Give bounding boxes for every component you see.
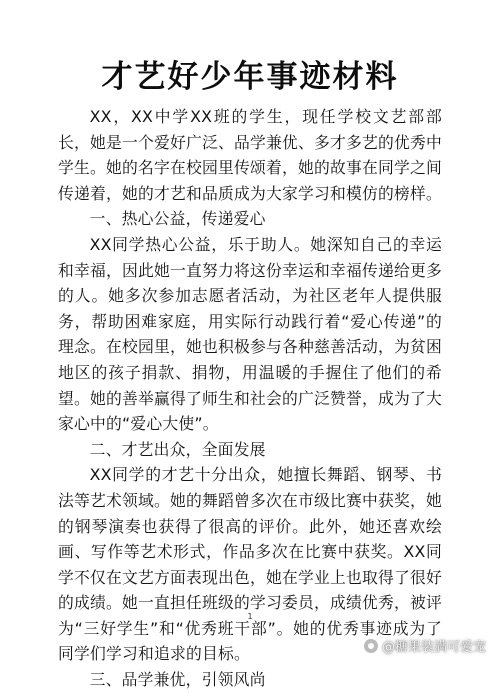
document-body xyxy=(58,104,442,693)
watermark-text: @糖果装满可爱宠 xyxy=(381,640,486,655)
paragraph-intro: XX，XX中学XX班的学生，现任学校文艺部部长，她是一个爱好广泛、品学兼优、多才多艺的优秀中学生。她的名字在校园里传颂着，她的故事在同学之间传递着，她的才艺和品质成为大家学习和模仿的榜样。 xyxy=(58,107,442,203)
document-title: 才艺好少年事迹材料 xyxy=(101,59,399,95)
watermark xyxy=(364,636,486,655)
paragraph-section-2: XX同学的才艺十分出众，她擅长舞蹈、钢琴、书法等艺术领域。她的舞蹈曾多次在市级比赛中获奖，她的钢琴演奏也获得了很高的评价。此外，她还喜欢绘画、写作等艺术形式，作品多次在比赛中获奖。XX同学不仅在文艺方面表现出色，她在学业上也取得了很好的成绩。她一直担任班级的学习委员，成绩优秀，被评为“三好学生”和“优秀班干部”。她的优秀事迹成为了同学们学习和追求的目标。 xyxy=(58,465,442,664)
page-number: 1 xyxy=(247,612,253,621)
section-heading-1: 一、热心公益，传递爱心 xyxy=(89,209,266,229)
section-heading-3: 三、品学兼优，引领风尚 xyxy=(89,670,266,690)
paragraph-section-1: XX同学热心公益，乐于助人。她深知自己的幸运和幸福，因此她一直努力将这份幸运和幸福传递给更多的人。她多次参加志愿者活动，为社区老年人提供服务，帮助困难家庭，用实际行动践行着“爱心传递”的理念。在校园里，她也积极参与各种慈善活动，为贫困地区的孩子捐款、捐物，用温暖的手握住了他们的希望。她的善举赢得了师生和社会的广泛赞誉，成为了大家心中的“爱心大使”。 xyxy=(58,234,442,434)
camera-circle-icon xyxy=(364,639,378,653)
section-heading-2: 二、才艺出众，全面发展 xyxy=(89,439,266,459)
